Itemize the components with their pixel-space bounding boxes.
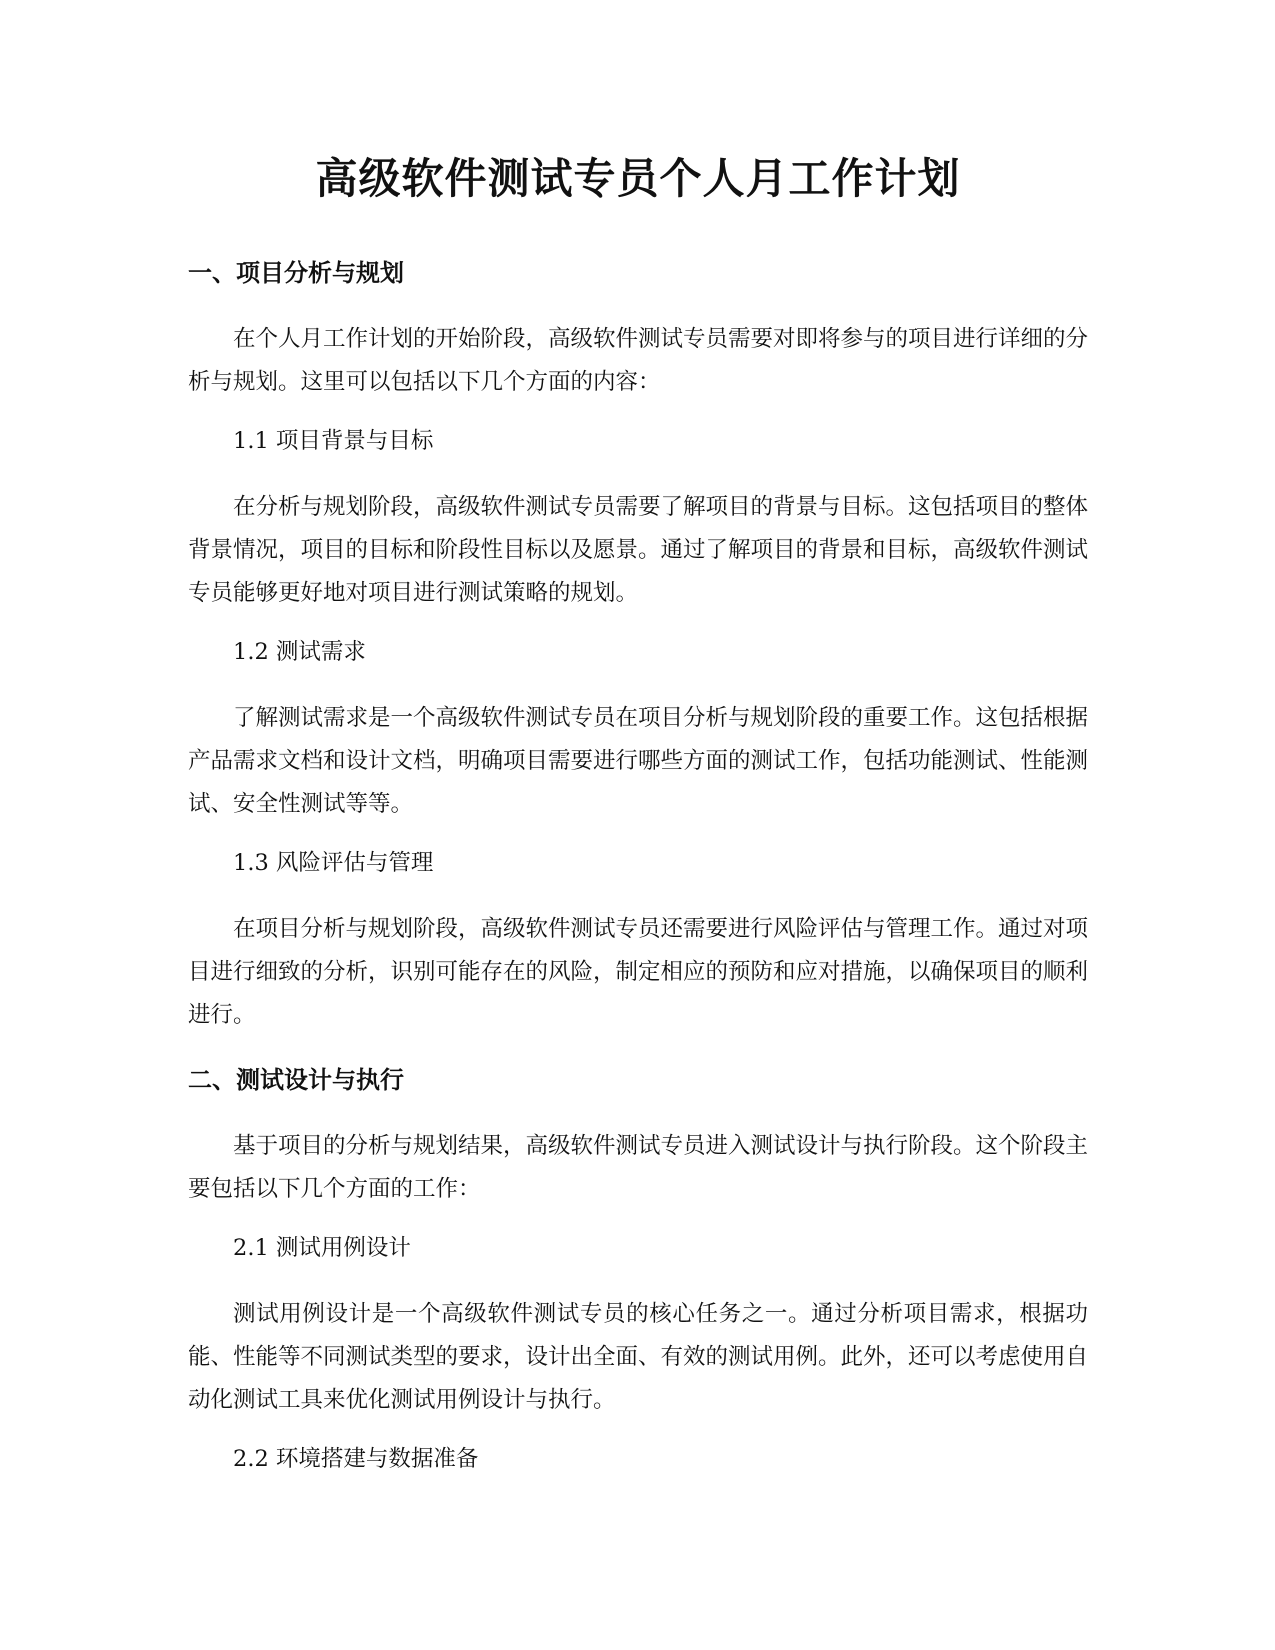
document-title: 高级软件测试专员个人月工作计划 [315, 154, 961, 203]
subsection-2-2-title: 2.2 环境搭建与数据准备 [233, 1446, 479, 1472]
subsection-1-2-body: 了解测试需求是一个高级软件测试专员在项目分析与规划阶段的重要工作。这包括根据产品需求文档和设计文档，明确项目需要进行哪些方面的测试工作，包括功能测试、性能测试、安全性测试等等。 [188, 705, 1089, 817]
subsection-2-1-title: 2.1 测试用例设计 [233, 1235, 411, 1261]
subsection-1-1-title: 1.1 项目背景与目标 [233, 428, 434, 454]
section-1-intro: 在个人月工作计划的开始阶段，高级软件测试专员需要对即将参与的项目进行详细的分析与规划。这里可以包括以下几个方面的内容： [188, 326, 1089, 395]
section-heading-2: 二、测试设计与执行 [188, 1066, 404, 1094]
subsection-1-3-body: 在项目分析与规划阶段，高级软件测试专员还需要进行风险评估与管理工作。通过对项目进行细致的分析，识别可能存在的风险，制定相应的预防和应对措施，以确保项目的顺利进行。 [188, 916, 1089, 1028]
subsection-1-2-title: 1.2 测试需求 [233, 639, 366, 665]
section-2-intro: 基于项目的分析与规划结果，高级软件测试专员进入测试设计与执行阶段。这个阶段主要包括以下几个方面的工作： [188, 1133, 1089, 1202]
subsection-1-1-body: 在分析与规划阶段，高级软件测试专员需要了解项目的背景与目标。这包括项目的整体背景情况，项目的目标和阶段性目标以及愿景。通过了解项目的背景和目标，高级软件测试专员能够更好地对项目进行测试策略的规划。 [188, 494, 1089, 606]
document-content [188, 150, 1088, 1476]
section-heading-1: 一、项目分析与规划 [188, 259, 404, 287]
subsection-1-3-title: 1.3 风险评估与管理 [233, 850, 434, 876]
subsection-2-1-body: 测试用例设计是一个高级软件测试专员的核心任务之一。通过分析项目需求，根据功能、性能等不同测试类型的要求，设计出全面、有效的测试用例。此外，还可以考虑使用自动化测试工具来优化测试用例设计与执行。 [188, 1301, 1089, 1413]
